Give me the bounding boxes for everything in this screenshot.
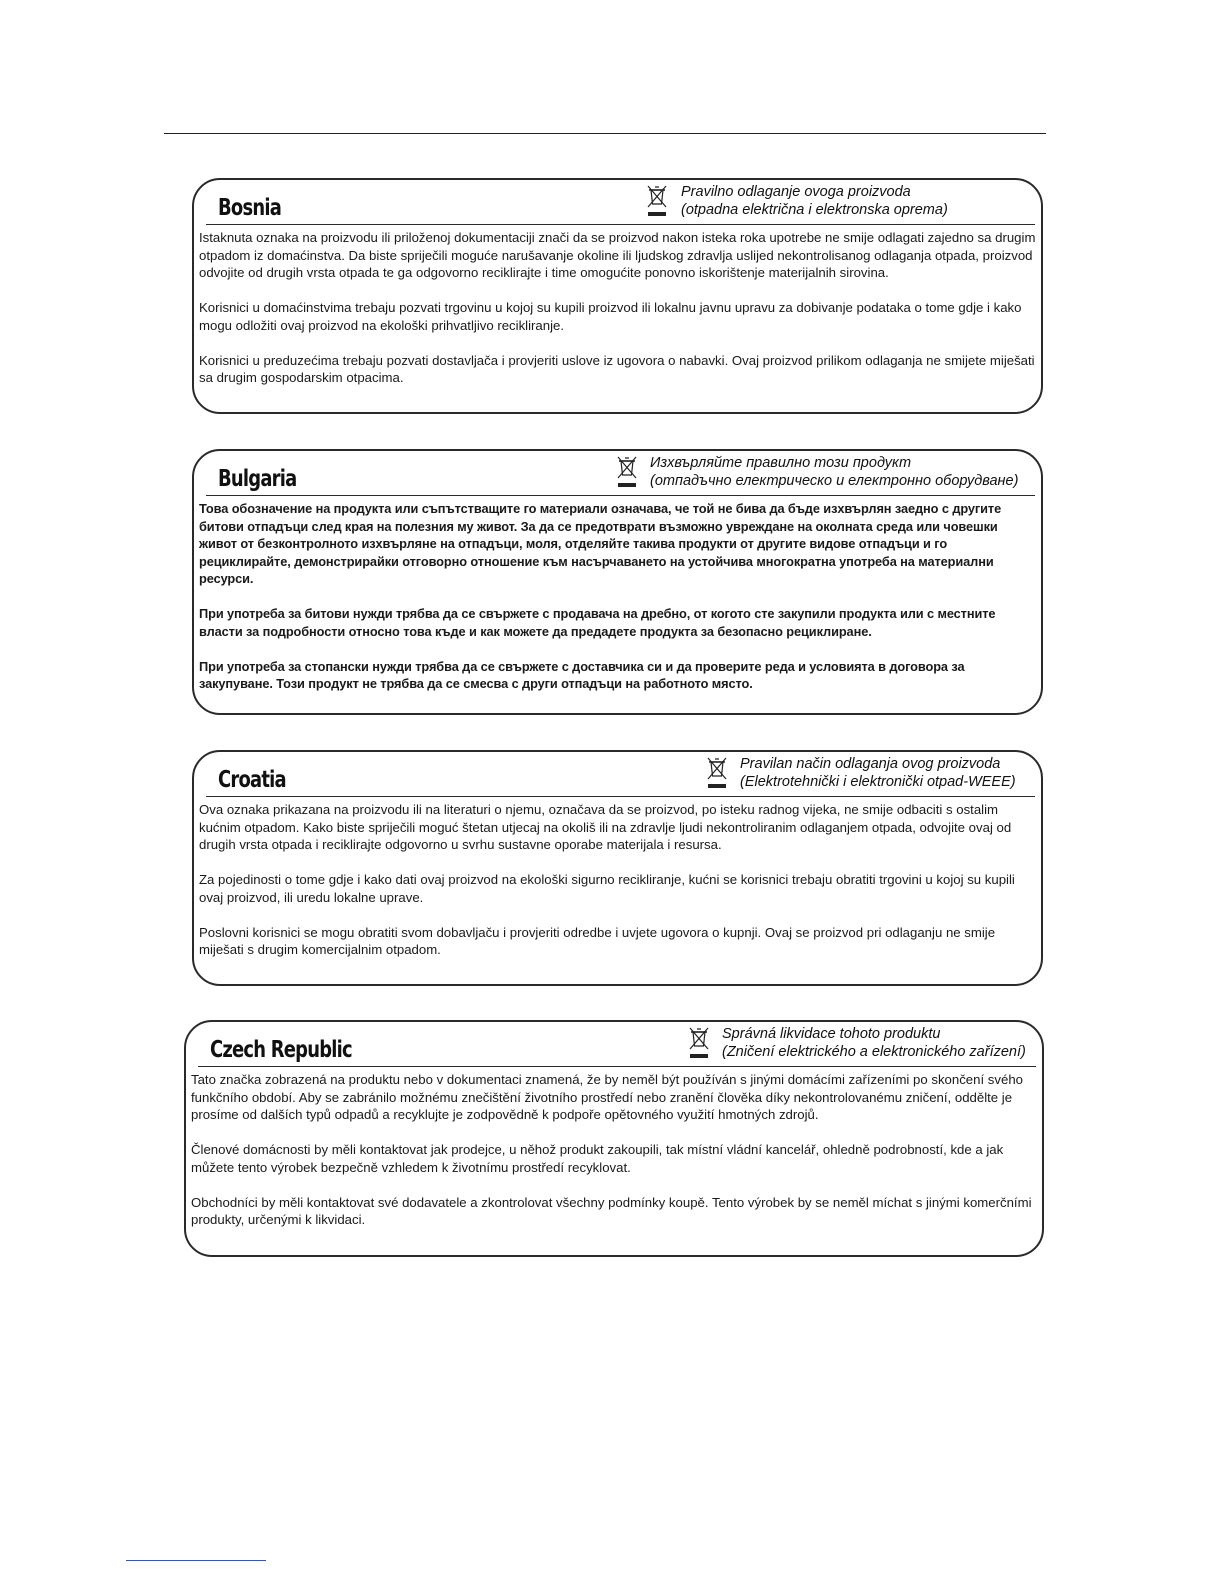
heading-line-1: Správná likvidace tohoto produktu [722,1026,941,1042]
paragraph: Členové domácnosti by měli kontaktovat jak prodejce, u něhož produkt zakoupili, tak místní vládní kancelář, ohledně podrobností, kde a jak můžete tento výrobek bezpečně vzhledem k životnímu prostředí recyklovat. [191,1142,1004,1175]
section-heading [650,454,1018,490]
paragraph: При употреба за стопански нужди трябва да се свържете с доставчика си и да проверите реда и условията в договора за закупуване. Този продукт не трябва да се смесва с други отпадъци на работното място. [199,658,965,691]
section-header [206,752,1035,797]
paragraph: Obchodníci by měli kontaktovat své dodavatele a zkontrolovat všechny podmínky koupě. Tento výrobek by se neměl míchat s jinými komerčními produkty, určenými k likvidaci. [191,1194,1032,1227]
section-heading [681,183,948,219]
section-header [206,180,1035,225]
paragraph: Istaknuta oznaka na proizvodu ili priloženoj dokumentaciji znači da se proizvod nakon isteka roka upotrebe ne smije odlagati zajedno sa drugim otpadom iz domaćinstva. Da biste spriječili moguće narušavanje okoline ili ljudskog zdravlja uslijed nekontrolisanog odlaganja otpada, proizvod odvojite od drugih vrsta otpada te ga odgovorno reciklirajte i time omogućite ponovno iskorištenje materijalnih sirovina. [199,230,1036,280]
heading-line-2: (отпадъчно електрическо и електронно оборудване) [650,473,1019,489]
section-heading [722,1025,1026,1061]
paragraph: Za pojedinosti o tome gdje i kako dati ovaj proizvod na ekološki sigurno recikliranje, kućni se korisnici trebaju obratiti trgovini u kojoj su kupili ovaj proizvod, ili uredu lokalne uprave. [199,872,1015,905]
paragraph: Korisnici u domaćinstvima trebaju pozvati trgovinu u kojoj su kupili proizvod ili lokalnu javnu upravu za dobivanje podataka o tome gdje i kako mogu odložiti ovaj proizvod na ekološki prihvatljivo recikliranje. [199,300,1022,333]
section-header [198,1022,1036,1067]
heading-line-2: (Zničení elektrického a elektronického zařízení) [722,1044,1026,1060]
section-body [199,801,1039,976]
section-body [191,1071,1040,1246]
section-bosnia [192,178,1043,414]
paragraph: Tato značka zobrazená na produktu nebo v dokumentaci znamená, že by neměl být používán s jinými domácími zařízeními po skončení svého funkčního období. Aby se zabránilo možnému znečištění životního prostředí nebo zranění člověka díky nekontrolovanému zničení, oddělte je prosíme od dalších typů odpadů a recyklujte je zodpovědně k podpoře opětovného využití hmotných zdrojů. [191,1072,1023,1122]
top-rule [164,133,1046,134]
country-title: Czech Republic [210,1037,352,1063]
weee-crossed-bin-icon [706,757,728,791]
weee-crossed-bin-icon [688,1027,710,1061]
country-title: Croatia [218,767,286,793]
section-bulgaria [192,449,1043,715]
paragraph: Korisnici u preduzećima trebaju pozvati dostavljača i provjeriti uslove iz ugovora o nabavki. Ovaj proizvod prilikom odlaganja ne smijete miješati sa drugim gospodarskim otpacima. [199,352,1035,385]
heading-line-1: Pravilno odlaganje ovoga proizvoda [681,184,911,200]
paragraph: Ova oznaka prikazana na proizvodu ili na literaturi o njemu, označava da se proizvod, po isteku radnog vijeka, ne smije odbaciti s ostalim kućnim otpadom. Kako biste spriječili moguć štetan utjecaj na okoliš ili na zdravlje ljudi nekontroliranim odlaganjem otpada, odvojite ovaj od drugih vrsta otpada i reciklirajte odgovorno u svrhu sustavne oporabe materijala i resursa. [199,802,1012,852]
bottom-link-underline [126,1560,266,1561]
section-header [206,451,1035,496]
weee-crossed-bin-icon [646,185,668,219]
heading-line-2: (otpadna električna i elektronska oprema) [681,202,948,218]
section-body [199,500,1039,710]
country-title: Bosnia [218,195,282,221]
heading-line-2: (Elektrotehnički i elektronički otpad-WEEE) [740,774,1016,790]
section-croatia [192,750,1043,986]
section-body [199,229,1039,404]
weee-crossed-bin-icon [616,456,638,490]
heading-line-1: Изхвърляйте правилно този продукт [650,455,912,471]
country-title: Bulgaria [218,466,297,492]
paragraph: Това обозначение на продукта или съпътстващите го материали означава, че той не бива да бъде изхвърлян заедно с другите битови отпадъци след края на полезния му живот. За да се предотврати възможно увреждане на околната среда или човешки живот от безконтролното изхвърляне на отпадъци, моля, отделяйте такива продукти от другите видове отпадъци и го рециклирайте, демонстрирайки отговорно отношение към насърчаването на устойчива многократна употреба на материални ресурси. [199,501,1002,586]
paragraph: Poslovni korisnici se mogu obratiti svom dobavljaču i provjeriti odredbe i uvjete ugovora o kupnji. Ovaj se proizvod pri odlaganju ne smije miješati s drugim komercijalnim otpadom. [199,924,996,957]
section-czech-republic [184,1020,1044,1257]
paragraph: При употреба за битови нужди трябва да се свържете с продавача на дребно, от когото сте закупили продукта или с местните власти за подробности относно това къде и как можете да предадете продукта за безопасно рециклиране. [199,606,996,639]
heading-line-1: Pravilan način odlaganja ovog proizvoda [740,756,1001,772]
section-heading [740,755,1016,791]
